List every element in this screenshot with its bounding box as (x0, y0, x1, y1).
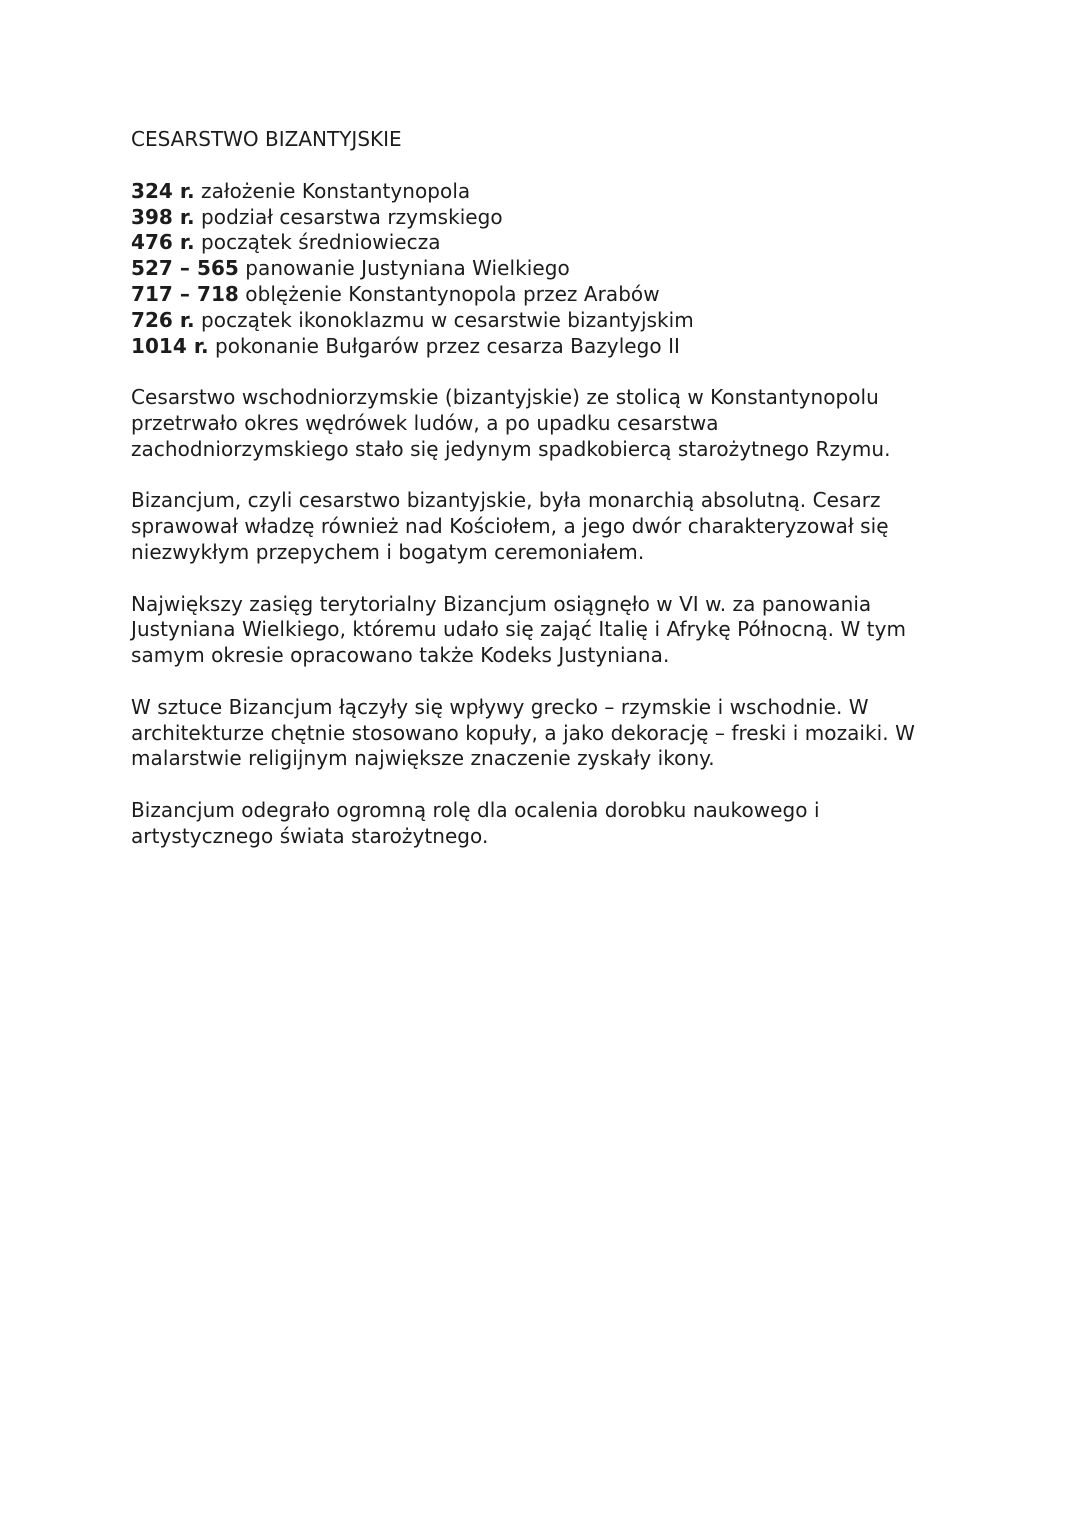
timeline-date: 717 – 718 (131, 281, 239, 306)
paragraph-line: Bizancjum, czyli cesarstwo bizantyjskie, była monarchią absolutną. Cesarz (131, 488, 881, 513)
timeline-event: panowanie Justyniana Wielkiego (245, 256, 570, 281)
timeline-date: 324 r. (131, 178, 195, 203)
paragraph-absolute-monarchy (131, 488, 951, 565)
timeline-event: założenie Konstantynopola (201, 178, 471, 203)
paragraph-byzantine-art (131, 695, 951, 772)
timeline-item (131, 334, 951, 360)
paragraph-line: Największy zasięg terytorialny Bizancjum osiągnęło w VI w. za panowania (131, 591, 872, 616)
timeline-item (131, 205, 951, 231)
paragraph-line: zachodniorzymskiego stało się jedynym spadkobiercą starożytnego Rzymu. (131, 436, 891, 461)
timeline-item (131, 308, 951, 334)
paragraph-legacy (131, 798, 951, 850)
paragraph-line: architekturze chętnie stosowano kopuły, a jako dekorację – freski i mozaiki. W (131, 720, 915, 745)
document-title: CESARSTWO BIZANTYJSKIE (131, 127, 402, 151)
document-content (131, 127, 951, 875)
timeline-item (131, 256, 951, 282)
paragraph-line: Cesarstwo wschodniorzymskie (bizantyjskie) ze stolicą w Konstantynopolu (131, 385, 879, 410)
paragraph-line: W sztuce Bizancjum łączyły się wpływy grecko – rzymskie i wschodnie. W (131, 694, 869, 719)
paragraph-line: przetrwało okres wędrówek ludów, a po upadku cesarstwa (131, 410, 719, 435)
paragraph-line: malarstwie religijnym największe znaczenie zyskały ikony. (131, 746, 715, 771)
paragraph-line: Bizancjum odegrało ogromną rolę dla ocalenia dorobku naukowego i (131, 797, 820, 822)
timeline-list (131, 179, 951, 360)
timeline-date: 398 r. (131, 204, 195, 229)
timeline-date: 1014 r. (131, 333, 209, 358)
timeline-event: początek średniowiecza (201, 230, 441, 255)
timeline-event: podział cesarstwa rzymskiego (201, 204, 503, 229)
timeline-date: 527 – 565 (131, 256, 239, 281)
timeline-event: oblężenie Konstantynopola przez Arabów (245, 281, 660, 306)
paragraph-line: sprawował władzę również nad Kościołem, a jego dwór charakteryzował się (131, 514, 889, 539)
timeline-event: początek ikonoklazmu w cesarstwie bizantyjskim (201, 307, 694, 332)
timeline-date: 726 r. (131, 307, 195, 332)
timeline-date: 476 r. (131, 230, 195, 255)
timeline-item (131, 282, 951, 308)
timeline-item (131, 230, 951, 256)
timeline-item (131, 179, 951, 205)
paragraph-byzantine-empire-intro (131, 385, 951, 462)
paragraph-line: artystycznego świata starożytnego. (131, 823, 489, 848)
paragraph-line: Justyniana Wielkiego, któremu udało się zająć Italię i Afrykę Północną. W tym (131, 617, 906, 642)
timeline-event: pokonanie Bułgarów przez cesarza Bazylego II (215, 333, 680, 358)
paragraph-line: niezwykłym przepychem i bogatym ceremoniałem. (131, 539, 645, 564)
paragraph-territorial-extent (131, 592, 951, 669)
paragraph-line: samym okresie opracowano także Kodeks Justyniana. (131, 643, 670, 668)
